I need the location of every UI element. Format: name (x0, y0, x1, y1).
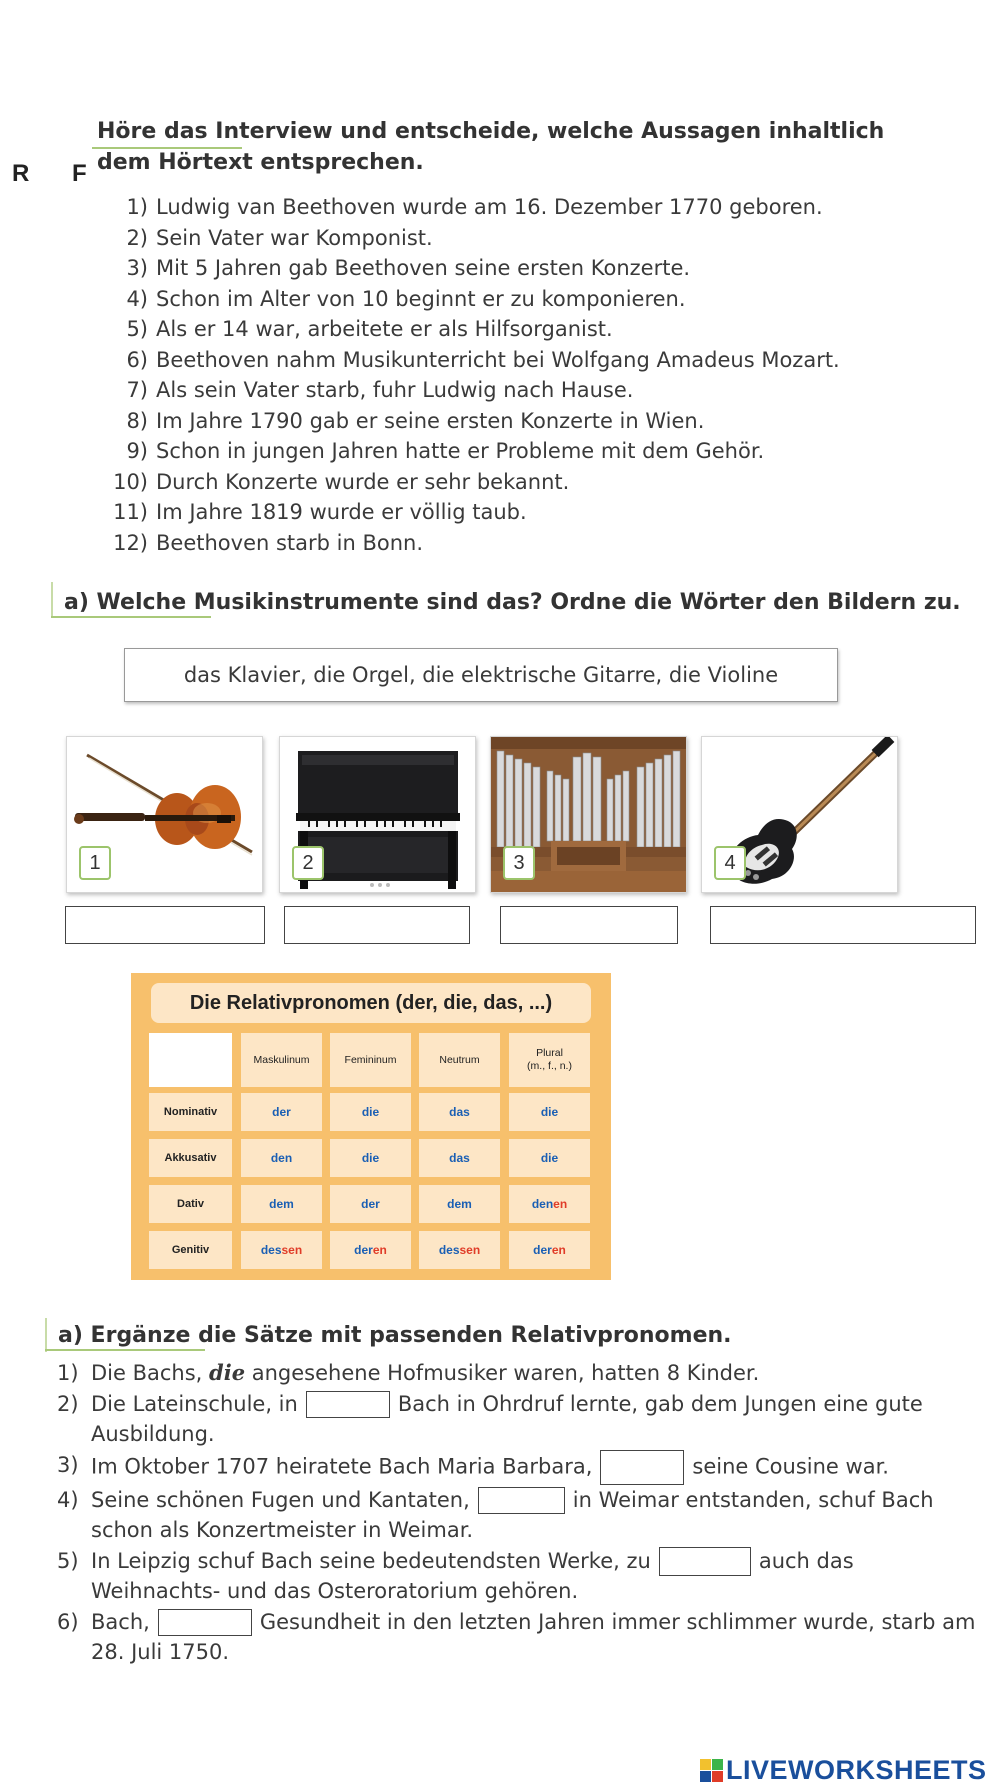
table-cell: die (330, 1093, 411, 1131)
table-cell: den en (509, 1185, 590, 1223)
table-corner (149, 1033, 232, 1087)
answer-box-3[interactable] (500, 906, 678, 944)
sentence-item: 4) Seine schönen Fugen und Kantaten, in Weimar entstanden, schuf Bach schon als Konzertmeister in Weimar. (57, 1487, 934, 1542)
statement-item: 12) Beethoven starb in Bonn. (113, 530, 424, 555)
answer-box-1[interactable] (65, 906, 265, 944)
table-cell: die (509, 1093, 590, 1131)
piano-picture (279, 736, 476, 893)
gap-input-2[interactable] (306, 1391, 390, 1418)
table-cell: dem (419, 1185, 500, 1223)
gap-input-4[interactable] (478, 1487, 565, 1514)
table-cell: des sen (419, 1231, 500, 1269)
word-bank: das Klavier, die Orgel, die elektrische Gitarre, die Violine (124, 648, 838, 702)
picture-number-2: 2 (292, 846, 324, 880)
statement-item: 9) Schon in jungen Jahren hatte er Probleme mit dem Gehör. (126, 439, 765, 463)
sentence-item: 3) Im Oktober 1707 heiratete Bach Maria Barbara, seine Cousine war. (57, 1450, 987, 1485)
relative-pronoun-table (131, 973, 611, 1280)
row-akkusativ: Akkusativ (149, 1139, 232, 1177)
answer-box-2[interactable] (284, 906, 470, 944)
sentence-item: 6) Bach, Gesundheit in den letzten Jahren immer schlimmer wurde, starb am 28. Juli 1750. (57, 1609, 976, 1664)
rf-label-r: R (12, 160, 30, 187)
table-cell: der (241, 1093, 322, 1131)
statement-item: 4) Schon im Alter von 10 beginnt er zu komponieren. (126, 286, 686, 311)
table-cell: den (241, 1139, 322, 1177)
relativpronomen-heading: a) Ergänze die Sätze mit passenden Relativpronomen. (58, 1323, 732, 1348)
statement-item: 1) Ludwig van Beethoven wurde am 16. Dezember 1770 geboren. (126, 195, 823, 219)
picture-number-3: 3 (503, 846, 535, 880)
liveworksheets-logo[interactable] (700, 1755, 987, 1786)
section-sideline (45, 1318, 47, 1352)
header-plural: Plural (m., f., n.) (509, 1033, 590, 1087)
table-cell: der (330, 1185, 411, 1223)
sentence-list (57, 1358, 987, 1668)
row-genitiv: Genitiv (149, 1231, 232, 1269)
heading-underline (92, 147, 242, 149)
table-cell: das (419, 1139, 500, 1177)
statement-item: 7) Als sein Vater starb, fuhr Ludwig nach Hause. (126, 378, 634, 402)
gap-input-6[interactable] (158, 1609, 252, 1636)
electric-guitar-picture (701, 736, 898, 893)
picture-number-4: 4 (714, 846, 746, 880)
example-answer: die (209, 1360, 246, 1385)
statement-item: 11) Im Jahre 1819 wurde er völlig taub. (113, 500, 527, 524)
table-cell: die (509, 1139, 590, 1177)
violin-picture (66, 736, 263, 893)
logo-text: LIVEWORKSHEETS (726, 1755, 987, 1785)
gap-input-3[interactable] (600, 1450, 684, 1485)
instruction-line-1: Höre das Interview und entscheide, welche Aussagen inhaltlich (97, 119, 885, 144)
statement-list (100, 192, 980, 558)
header-femininum: Femininum (330, 1033, 411, 1087)
header-neutrum: Neutrum (419, 1033, 500, 1087)
header-maskulinum: Maskulinum (241, 1033, 322, 1087)
statement-item: 2) Sein Vater war Komponist. (126, 225, 433, 250)
sentence-item: 5) In Leipzig schuf Bach seine bedeutendsten Werke, zu auch das Weihnachts- und das Osteroratorium gehören. (57, 1548, 854, 1603)
organ-picture (490, 736, 687, 893)
rf-label-f: F (72, 160, 87, 187)
table-cell: des sen (241, 1231, 322, 1269)
gap-input-5[interactable] (659, 1547, 751, 1576)
table-cell: dem (241, 1185, 322, 1223)
table-cell: der en (330, 1231, 411, 1269)
statement-item: 10) Durch Konzerte wurde er sehr bekannt. (113, 469, 570, 494)
instruction-line-2: dem Hörtext entsprechen. (97, 150, 424, 175)
statement-item: 8) Im Jahre 1790 gab er seine ersten Konzerte in Wien. (126, 408, 705, 433)
instruments-heading: a) Welche Musikinstrumente sind das? Ordne die Wörter den Bildern zu. (64, 590, 961, 615)
sentence-item: 2) Die Lateinschule, in Bach in Ohrdruf lernte, gab dem Jungen eine gute Ausbildung. (57, 1391, 923, 1446)
heading-underline (45, 1349, 205, 1351)
table-cell: das (419, 1093, 500, 1131)
statement-item: 5) Als er 14 war, arbeitete er als Hilfsorganist. (126, 317, 613, 341)
row-dativ: Dativ (149, 1185, 232, 1223)
table-title: Die Relativpronomen (der, die, das, ...) (151, 983, 591, 1023)
table-cell: der en (509, 1231, 590, 1269)
row-nominativ: Nominativ (149, 1093, 232, 1131)
section-sideline (51, 582, 53, 616)
answer-box-4[interactable] (710, 906, 976, 944)
picture-number-1: 1 (79, 846, 111, 880)
heading-underline (51, 616, 211, 618)
statement-item: 6) Beethoven nahm Musikunterricht bei Wolfgang Amadeus Mozart. (126, 347, 840, 372)
statement-item: 3) Mit 5 Jahren gab Beethoven seine ersten Konzerte. (126, 256, 691, 280)
table-cell: die (330, 1139, 411, 1177)
sentence-item: 1) Die Bachs, die angesehene Hofmusiker waren, hatten 8 Kinder. (57, 1360, 760, 1385)
logo-icon (700, 1759, 723, 1782)
